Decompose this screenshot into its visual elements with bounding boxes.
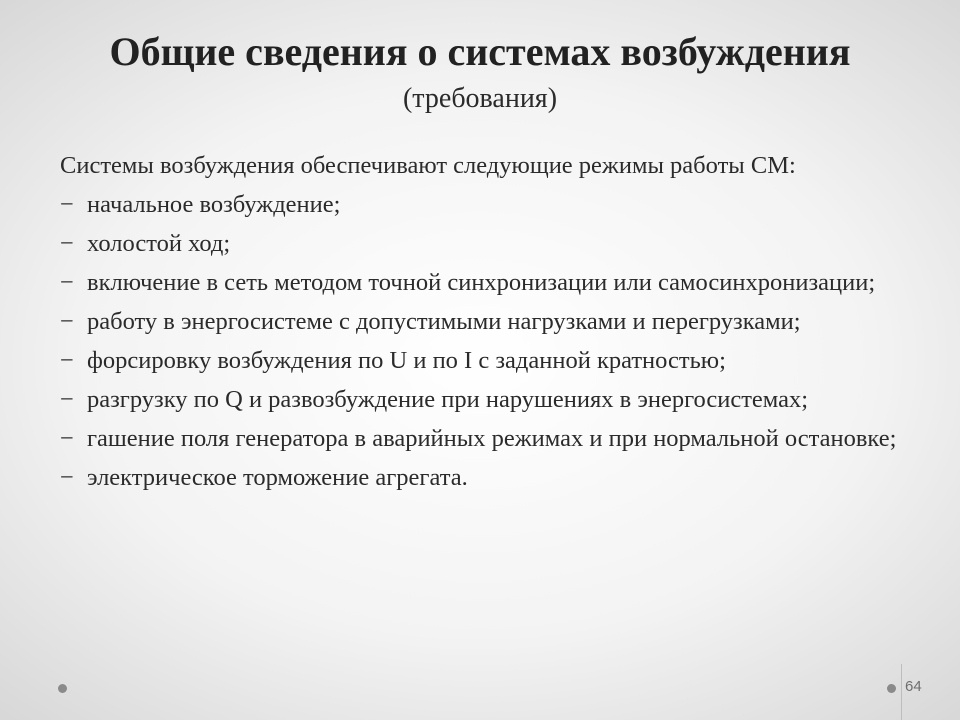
- list-item: [60, 302, 902, 341]
- bullet-dash: −: [60, 191, 74, 218]
- bullet-dash: −: [60, 308, 74, 335]
- list-item-text: электрическое торможение агрегата.: [87, 464, 468, 491]
- bullet-dash: −: [60, 464, 74, 491]
- list-item: [60, 185, 902, 224]
- bullet-dash: −: [60, 386, 74, 413]
- slide-title: Общие сведения о системах возбуждения: [109, 29, 851, 74]
- page-number: 64: [905, 678, 922, 695]
- bullet-dash: −: [60, 230, 74, 257]
- footer-dot-left: [58, 684, 67, 693]
- list-item-text: включение в сеть методом точной синхронизации или самосинхронизации;: [87, 269, 876, 296]
- list-item-text: разгрузку по Q и развозбуждение при нарушениях в энергосистемах;: [87, 386, 809, 413]
- list-item-text: начальное возбуждение;: [87, 191, 341, 218]
- mode-list: [60, 185, 902, 497]
- list-item-text: работу в энергосистеме с допустимыми нагрузками и перегрузками;: [87, 308, 801, 335]
- list-item-text: холостой ход;: [87, 230, 231, 257]
- intro-text: Системы возбуждения обеспечивают следующие режимы работы СМ:: [60, 152, 796, 179]
- list-item: [60, 263, 902, 302]
- list-item: [60, 419, 902, 458]
- list-item-text: форсировку возбуждения по U и по I с заданной кратностью;: [87, 347, 726, 374]
- slide-subtitle: (требования): [402, 83, 558, 114]
- list-item: [60, 341, 902, 380]
- list-item: [60, 458, 902, 497]
- footer-dot-right: [887, 684, 896, 693]
- slide-content: [60, 146, 902, 497]
- bullet-dash: −: [60, 269, 74, 296]
- footer-divider: [901, 664, 902, 720]
- bullet-dash: −: [60, 347, 74, 374]
- list-item: [60, 224, 902, 263]
- list-item: [60, 380, 902, 419]
- bullet-dash: −: [60, 425, 74, 452]
- list-item-text: гашение поля генератора в аварийных режимах и при нормальной остановке;: [87, 425, 897, 452]
